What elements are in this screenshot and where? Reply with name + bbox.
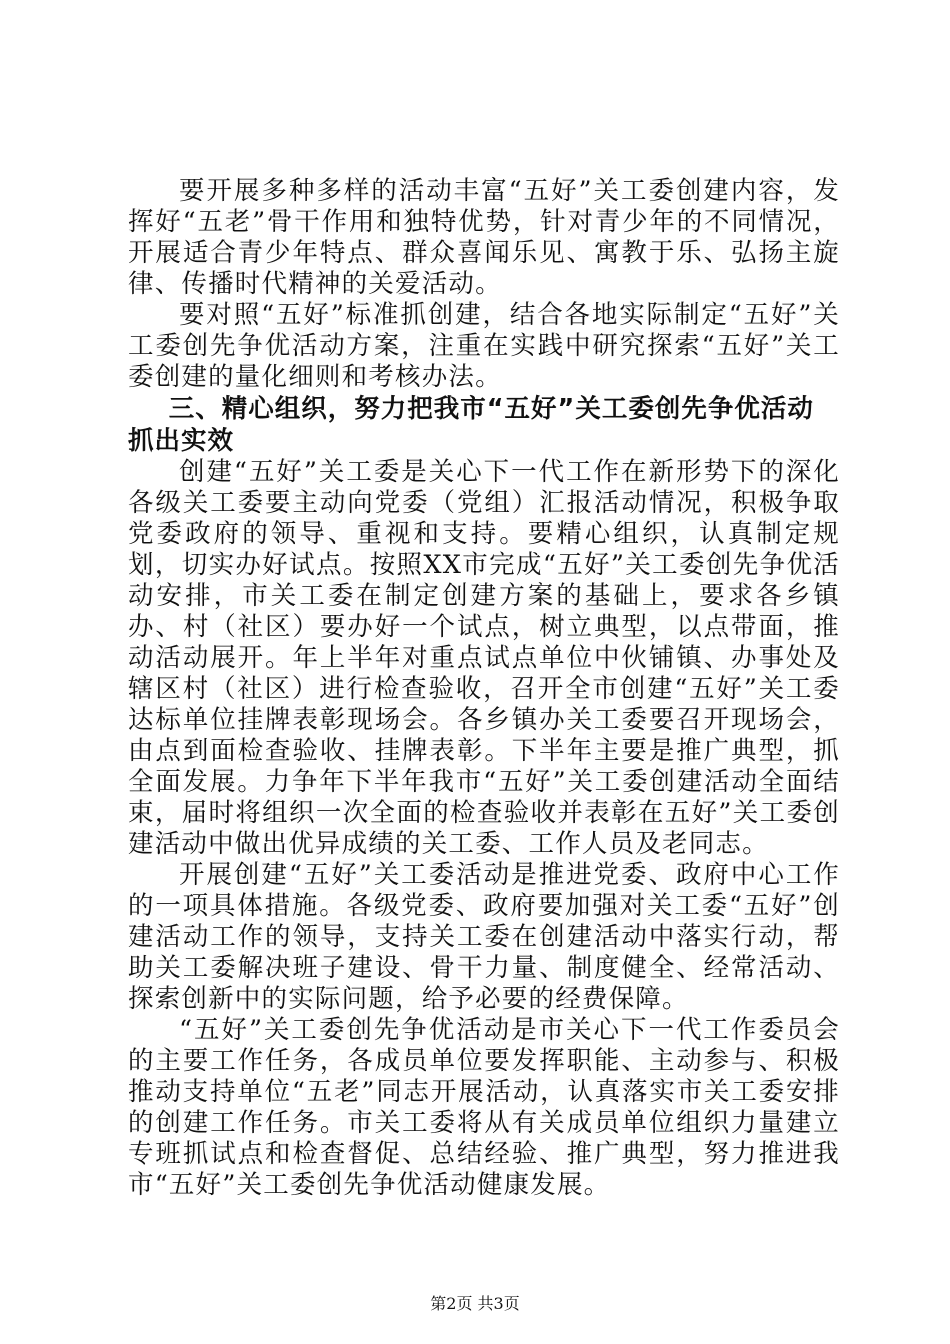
paragraph-standards: 要对照“五好”标准抓创建，结合各地实际制定“五好”关工委创先争优活动方案，注重在实践中研究探索“五好”关工委创建的量化细则和考核办法。 — [128, 300, 840, 392]
paragraph-organization: 创建“五好”关工委是关心下一代工作在新形势下的深化各级关工委要主动向党委（党组）汇报活动情况，积极争取党委政府的领导、重视和支持。要精心组织，认真制定规划，切实办好试点。按照XX市完成“五好”关工委创先争优活动安排，市关工委在制定创建方案的基础上，要求各乡镇办、村（社区）要办好一个试点，树立典型，以点带面，推动活动展开。年上半年对重点试点单位中伙铺镇、办事处及辖区村（社区）进行检查验收，召开全市创建“五好”关工委达标单位挂牌表彰现场会。各乡镇办关工委要召开现场会，由点到面检查验收、挂牌表彰。下半年主要是推广典型，抓全面发展。力争年下半年我市“五好”关工委创建活动全面结束，届时将组织一次全面的检查验收并表彰在五好”关工委创建活动中做出优异成绩的关工委、工作人员及老同志。 — [128, 457, 840, 859]
page-number-footer: 第2页 共3页 — [430, 1294, 520, 1313]
paragraph-activities: 要开展多种多样的活动丰富“五好”关工委创建内容，发挥好“五老”骨干作用和独特优势，针对青少年的不同情况，开展适合青少年特点、群众喜闻乐见、寓教于乐、弘扬主旋律、传播时代精神的关爱活动。 — [128, 176, 840, 299]
section-heading: 三、精心组织，努力把我市“五好”关工委创先争优活动抓出实效 — [128, 394, 814, 456]
document-body — [128, 176, 840, 1201]
paragraph-measures: 开展创建“五好”关工委活动是推进党委、政府中心工作的一项具体措施。各级党委、政府要加强对关工委“五好”创建活动工作的领导，支持关工委在创建活动中落实行动，帮助关工委解决班子建设、骨干力量、制度健全、经常活动、探索创新中的实际问题，给予必要的经费保障。 — [128, 860, 840, 1014]
paragraph-tasks: “五好”关工委创先争优活动是市关心下一代工作委员会的主要工作任务，各成员单位要发挥职能、主动参与、积极推动支持单位“五老”同志开展活动，认真落实市关工委安排的创建工作任务。市关工委将从有关成员单位组织力量建立专班抓试点和检查督促、总结经验、推广典型，努力推进我市“五好”关工委创先争优活动健康发展。 — [128, 1015, 840, 1200]
